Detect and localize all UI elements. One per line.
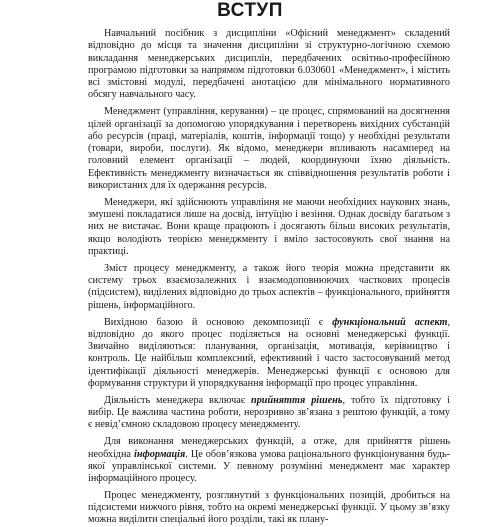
paragraph-decision-making (88, 395, 450, 432)
emphasis-term: інформація (133, 448, 186, 460)
paragraph-text: Для виконання менеджерських функцій, а отже, для прийняття рішень необхідна (88, 436, 450, 460)
emphasis-term: прийняття рішень (251, 394, 343, 406)
paragraph-text: . Це обов’язкова умова раціонального функціонування будь-якої управлінської системи. У певному розумінні менеджмент має характер інформаційного процесу. (88, 448, 450, 485)
paragraph-text: Діяльність менеджера включає (104, 394, 252, 406)
page-title: ВСТУП (217, 0, 283, 21)
paragraph-text: , відповідно до якого процес поділяється на основні менеджерські функції. Звичайно виділяються: планування, організація, мотивація, керівництво і контроль. Це найбільш комплексний, ефективний і часто застосовуваний метод ідентифікації діяльності менеджерів. Менеджерські функції є основою для формування структури й упорядкування інформації про процес управління. (88, 316, 450, 390)
paragraph-functional-aspect (88, 317, 450, 391)
emphasis-term: функціональний аспект (332, 316, 448, 328)
paragraph-text: , тобто їх підготовку і вибір. Це важлива частина роботи, нерозривно зв’язана з рештою функцій, а тому є невід’ємною складовою процесу менеджменту. (88, 394, 450, 431)
paragraph-information (88, 436, 450, 485)
paragraph-text: Вихідною базою й основою декомпозиції є (104, 316, 333, 328)
paragraph-management-definition: Менеджмент (управління, керування) – це процес, спрямований на досягнення цілей організації за допомогою упорядкування і перетворень вихідних субстанцій або ресурсів (праці, матеріалів, коштів, інформації тощо) у необхідні результати (товари, вироби, послуги). Як відомо, менеджери впливають насамперед на головний елемент організації – людей, координуючи їхню діяльність. Ефективність менеджменту визначається як співвідношення результатів роботи і використаних для їх одержання ресурсів. (88, 106, 450, 192)
body-text (88, 28, 450, 527)
paragraph-managers-knowledge: Менеджери, які здійснюють управління не маючи необхідних наукових знань, змушені покладатися лише на досвід, інтуїцію і везіння. Однак досвіду багатьом з них не вистачає. Вони краще працюють і досягають більш високих результатів, якщо володіють теорією менеджменту і вміло застосовують свої знання на практиці. (88, 196, 450, 258)
paragraph-intro: Навчальний посібник з дисципліни «Офісний менеджмент» складений відповідно до місця та значення дисципліни зі структурно-логічною схемою викладання менеджерських дисциплін, передбачених освітньо-професійною програмою підготовки за напрямом підготовки 6.030601 «Менеджмент», і містить всі змістовні модулі, передбачені анотацією для мінімального нормативного обсягу навчального часу. (88, 28, 450, 101)
paragraph-functional-subsystems: Процес менеджменту, розглянутий з функціональних позицій, дробиться на підсистеми нижчого рівня, тобто на окремі менеджерські функції. У цьому зв’язку можна виділити спеціальні його розділи, такі як плану- (88, 489, 450, 526)
paragraph-process-content: Зміст процесу менеджменту, а також його теорія можна представити як систему трьох взаємозалежних і взаємодоповнюючих часткових процесів (підсистем), виділених відповідно до трьох аспектів – функціонального, прийняття рішень, інформаційного. (88, 262, 450, 311)
